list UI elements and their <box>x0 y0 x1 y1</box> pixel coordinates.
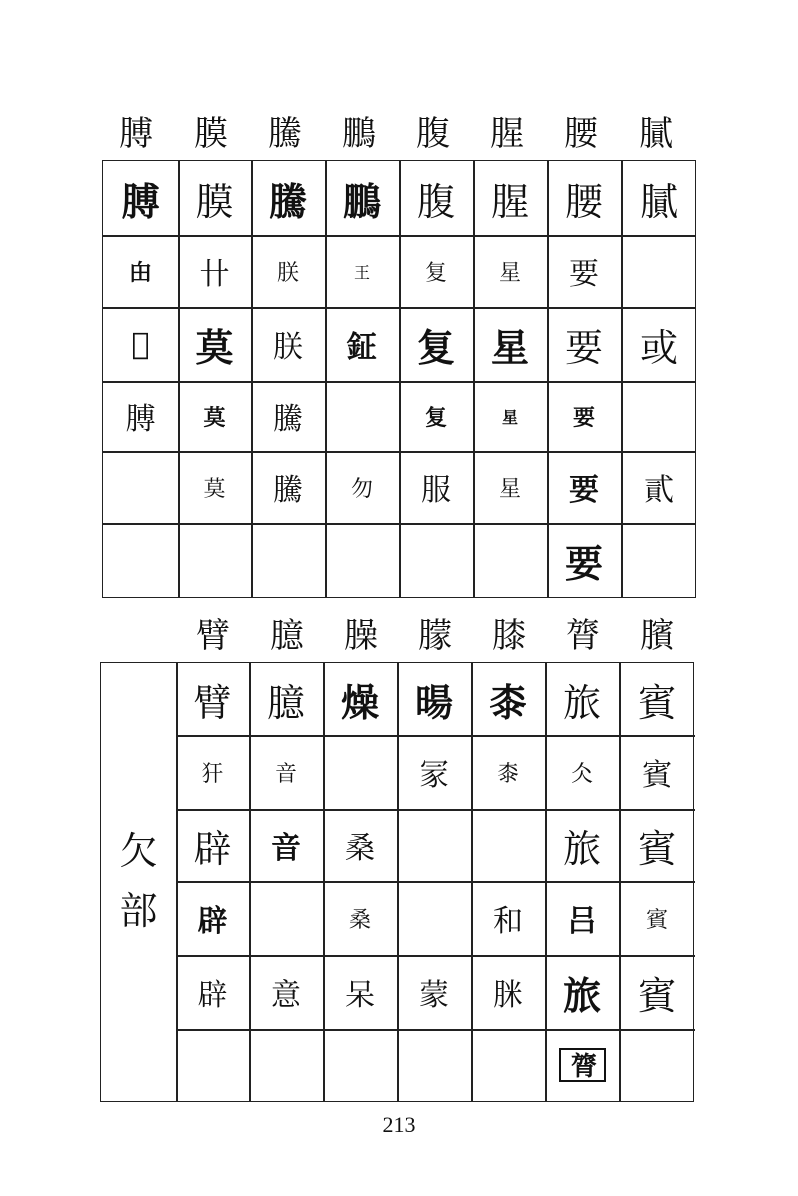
seal-glyph: 賓 <box>637 680 676 725</box>
seal-glyph <box>621 235 697 307</box>
seal-glyph: 脒 <box>493 978 523 1013</box>
seal-glyph: 莫 <box>195 324 234 370</box>
seal-glyph: 辟 <box>197 978 228 1013</box>
seal-glyph: 冡 <box>419 758 449 793</box>
seal-glyph: 膊 <box>125 402 156 437</box>
seal-glyph: 辟 <box>193 826 232 871</box>
seal-glyph <box>323 1029 397 1101</box>
seal-glyph: 要 <box>564 540 603 586</box>
top-header-cell: 腰 <box>564 114 598 154</box>
seal-glyph <box>545 1029 619 1101</box>
seal-glyph: 意 <box>271 978 301 1013</box>
section-label-char: 部 <box>119 889 158 933</box>
seal-glyph: 賓 <box>637 973 676 1018</box>
seal-glyph <box>397 881 471 955</box>
section-label <box>101 821 176 941</box>
seal-glyph: 朕 <box>276 260 299 286</box>
bottom-table <box>100 662 694 1102</box>
seal-glyph: 莫 <box>203 404 226 431</box>
seal-glyph: 桑 <box>345 831 375 866</box>
seal-glyph <box>471 809 545 881</box>
seal-glyph <box>103 451 178 523</box>
seal-glyph: 莫 <box>203 476 226 502</box>
seal-glyph: 星 <box>498 260 521 286</box>
top-header-cell: 腹 <box>416 114 450 154</box>
seal-glyph: 賓 <box>645 907 668 933</box>
seal-glyph: 膩 <box>639 179 678 224</box>
bottom-header-cell: 膝 <box>492 616 526 656</box>
seal-glyph: 膜 <box>195 179 234 224</box>
seal-glyph: 蒙 <box>419 978 449 1013</box>
seal-glyph: 和 <box>493 904 523 939</box>
seal-glyph: 音 <box>271 831 301 866</box>
seal-glyph: 服 <box>421 473 451 508</box>
seal-glyph: 膊 <box>121 178 160 224</box>
seal-glyph <box>323 735 397 809</box>
seal-glyph <box>249 881 323 955</box>
seal-glyph: 或 <box>639 325 678 370</box>
top-header-cell: 膊 <box>119 114 153 154</box>
seal-glyph <box>325 523 399 597</box>
seal-glyph <box>473 523 547 597</box>
seal-glyph <box>399 523 473 597</box>
seal-glyph: 复 <box>424 404 447 431</box>
seal-glyph: 旅 <box>562 826 601 871</box>
bottom-header-cell: 臏 <box>640 616 674 656</box>
top-header-cell: 騰 <box>268 114 302 154</box>
seal-glyph: 鵬 <box>342 178 381 224</box>
seal-glyph: 星 <box>490 324 529 370</box>
bottom-header-cell: 朦 <box>418 616 452 656</box>
seal-glyph <box>176 1029 249 1101</box>
seal-glyph: 騰 <box>268 178 307 224</box>
seal-glyph: 要 <box>569 257 599 292</box>
seal-glyph <box>621 381 697 451</box>
seal-glyph: 朕 <box>273 330 303 365</box>
seal-glyph: 旅 <box>562 972 601 1018</box>
seal-glyph <box>397 809 471 881</box>
seal-glyph: 吕 <box>567 904 597 939</box>
seal-glyph: 暘 <box>414 679 453 725</box>
seal-glyph: 臂 <box>193 680 232 725</box>
seal-glyph: 仌 <box>570 761 593 787</box>
bottom-header-cell: 臆 <box>270 616 304 656</box>
seal-glyph: 腹 <box>416 179 455 224</box>
top-header-cell: 膜 <box>194 114 228 154</box>
seal-glyph: 要 <box>564 325 603 370</box>
seal-glyph <box>397 1029 471 1101</box>
seal-glyph: 賓 <box>642 758 672 793</box>
seal-glyph: 甶 <box>129 259 152 286</box>
bottom-header-row <box>176 610 696 662</box>
seal-glyph <box>619 1029 695 1101</box>
seal-glyph: 星 <box>501 407 518 427</box>
seal-glyph <box>178 523 251 597</box>
seal-glyph <box>103 523 178 597</box>
seal-glyph: 賓 <box>637 826 676 871</box>
seal-glyph: 星 <box>498 476 521 502</box>
boxed-seal-glyph: 膂 <box>559 1048 606 1082</box>
top-header-cell: 膩 <box>639 114 673 154</box>
seal-glyph: 貳 <box>644 473 674 508</box>
seal-glyph <box>621 523 697 597</box>
seal-glyph: 要 <box>569 473 599 508</box>
seal-glyph: 腰 <box>564 179 603 224</box>
seal-glyph: 臆 <box>266 680 305 725</box>
seal-glyph: 卄 <box>199 257 230 292</box>
seal-glyph: 桼 <box>496 761 519 787</box>
seal-glyph: 辟 <box>197 904 228 939</box>
bottom-header-cell: 臊 <box>344 616 378 656</box>
bottom-header-cell: 臂 <box>196 616 230 656</box>
seal-glyph: 桼 <box>488 679 527 725</box>
seal-glyph: 勿 <box>350 476 373 502</box>
seal-glyph: 騰 <box>273 473 303 508</box>
seal-glyph: 騰 <box>273 402 303 437</box>
seal-glyph <box>251 523 325 597</box>
seal-glyph: 腥 <box>490 179 529 224</box>
section-label-char: 欠 <box>119 829 158 873</box>
seal-glyph: 复 <box>424 260 447 286</box>
seal-glyph <box>249 1029 323 1101</box>
seal-glyph <box>471 1029 545 1101</box>
seal-glyph: 燥 <box>340 679 379 725</box>
seal-glyph: 犴 <box>201 761 224 787</box>
seal-glyph: 鉦 <box>347 330 377 365</box>
seal-glyph: 旅 <box>562 680 601 725</box>
bottom-header-cell: 膂 <box>566 616 600 656</box>
seal-glyph: 呆 <box>345 978 375 1013</box>
page-number: 213 <box>382 1112 416 1137</box>
top-header-row <box>98 108 698 160</box>
top-table <box>102 160 696 598</box>
top-header-cell: 鵬 <box>342 114 376 154</box>
seal-glyph: 桑 <box>348 907 371 933</box>
seal-glyph: 音 <box>274 761 297 787</box>
seal-glyph: 复 <box>416 324 455 370</box>
seal-glyph: 𤰔 <box>131 326 150 362</box>
seal-glyph: 王 <box>353 262 370 282</box>
top-header-cell: 腥 <box>490 114 524 154</box>
seal-glyph: 要 <box>572 404 595 431</box>
seal-glyph <box>325 381 399 451</box>
